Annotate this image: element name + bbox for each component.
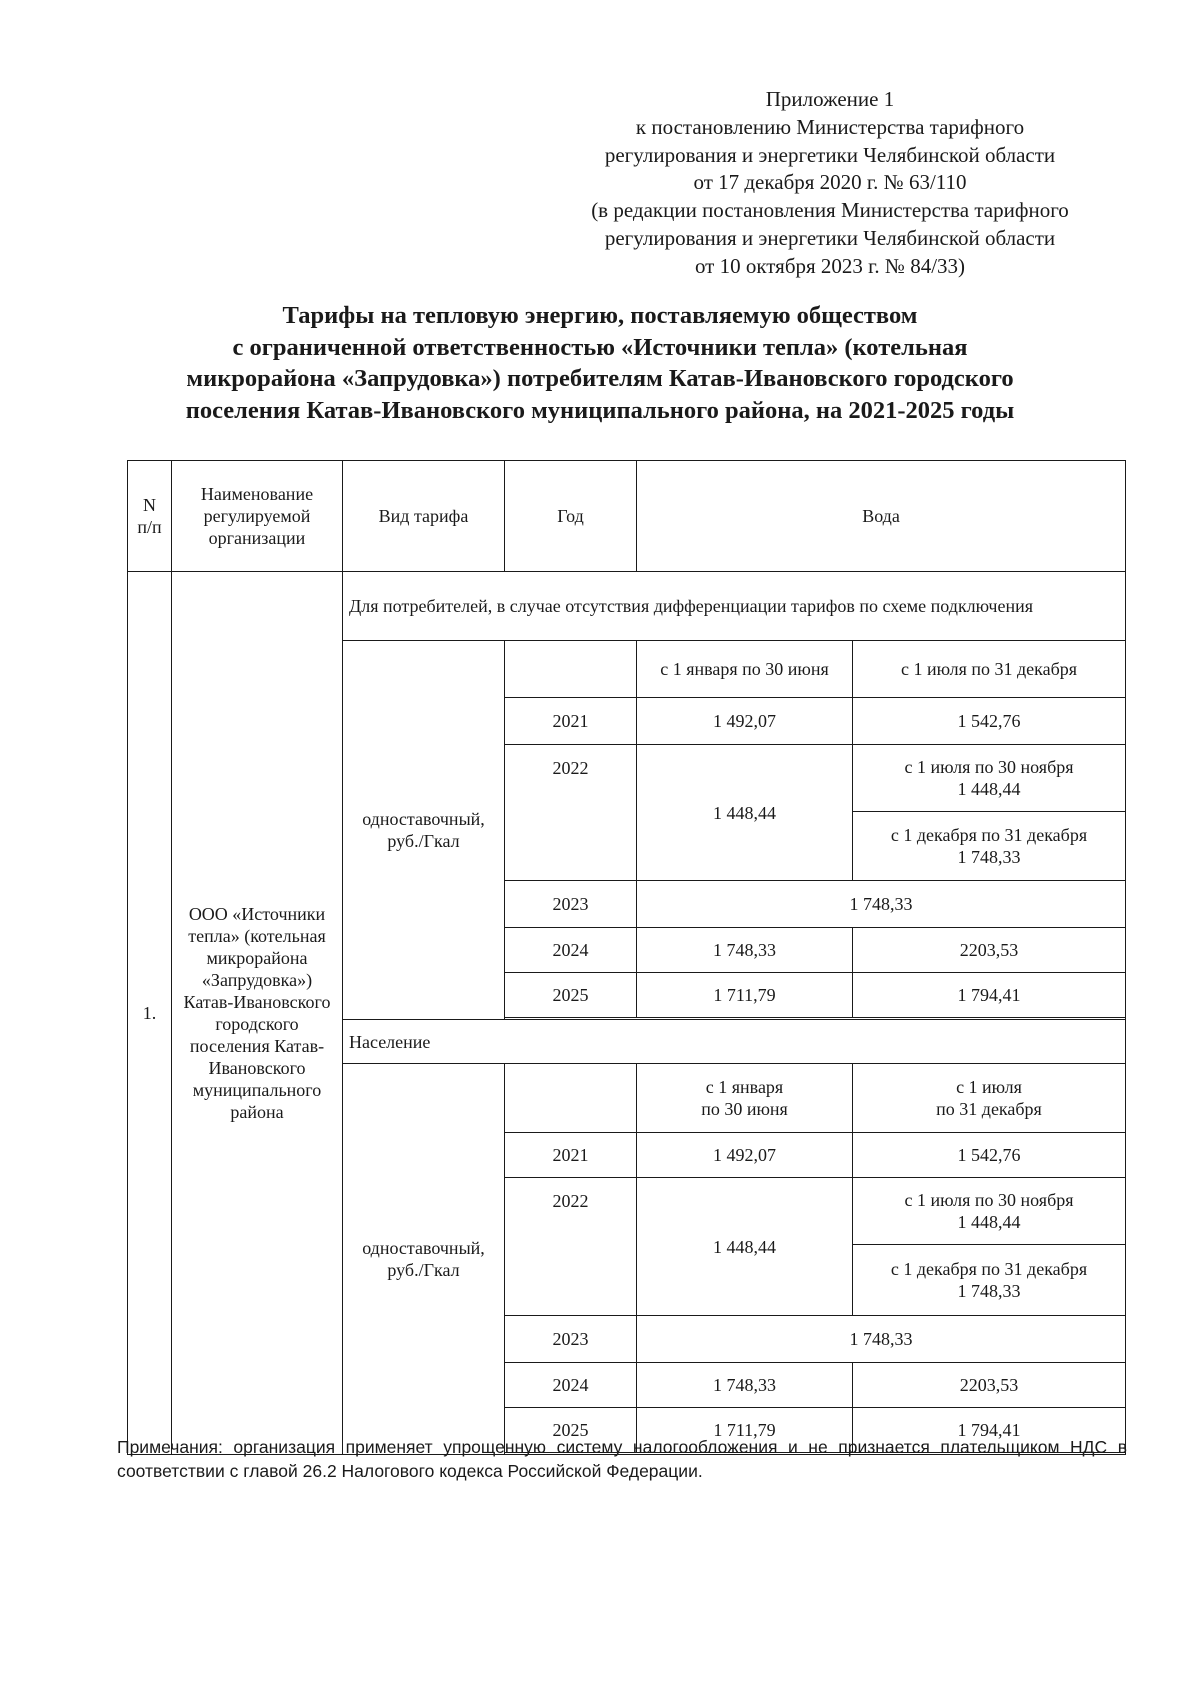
value-cell: 1 794,41	[853, 973, 1126, 1018]
period-h2: с 1 июля по 31 декабря	[853, 641, 1126, 698]
header-num: N п/п	[128, 461, 172, 572]
table-row	[128, 572, 1126, 641]
appendix-line: регулирования и энергетики Челябинской области	[604, 142, 1056, 167]
tariff-table	[127, 460, 1126, 1455]
subperiod-cell	[853, 812, 1126, 881]
row-number: 1.	[128, 572, 172, 1455]
period-line: с 1 января	[705, 1077, 784, 1097]
table-header-row	[128, 461, 1126, 572]
period-h1: с 1 января по 30 июня	[637, 641, 853, 698]
value-cell: 1 711,79	[637, 973, 853, 1018]
year-cell: 2025	[505, 973, 637, 1018]
value-cell: 1 448,44	[637, 1178, 853, 1316]
period-h1	[637, 1064, 853, 1133]
year-cell: 2024	[505, 1363, 637, 1408]
value-cell: 1 448,44	[637, 745, 853, 881]
year-cell: 2022	[505, 745, 637, 881]
subperiod-value: 1 748,33	[957, 847, 1021, 867]
document-title	[100, 300, 1100, 426]
subperiod-cell	[853, 745, 1126, 812]
period-line: по 31 декабря	[936, 1099, 1042, 1119]
title-line: микрорайона «Запрудовка») потребителям Катав-Ивановского городского	[186, 365, 1014, 392]
group-title: Для потребителей, в случае отсутствия дифференциации тарифов по схеме подключения	[343, 572, 1126, 641]
value-cell: 1 748,33	[637, 881, 1126, 928]
empty-cell	[505, 1064, 637, 1133]
value-cell: 1 748,33	[637, 1316, 1126, 1363]
header-type: Вид тарифа	[343, 461, 505, 572]
subperiod-value: 1 748,33	[957, 1281, 1021, 1301]
year-cell: 2021	[505, 1133, 637, 1178]
subperiod-label: с 1 июля по 30 ноября	[904, 1190, 1074, 1210]
appendix-line: Приложение 1	[765, 87, 895, 111]
tariff-type: одноставочный, руб./Гкал	[343, 641, 505, 1020]
value-cell: 1 794,41	[853, 1408, 1126, 1453]
footnote: Примечания: организация применяет упрощенную систему налогообложения и не признается плательщиком НДС в соответствии с главой 26.2 Налогового кодекса Российской Федерации.	[117, 1437, 1127, 1481]
year-cell: 2023	[505, 1316, 637, 1363]
period-line: по 30 июня	[701, 1099, 788, 1119]
year-cell: 2022	[505, 1178, 637, 1316]
tariff-type: одноставочный, руб./Гкал	[343, 1064, 505, 1455]
value-cell: 2203,53	[853, 1363, 1126, 1408]
organization-name: ООО «Источники тепла» (котельная микрорайона «Запрудовка») Катав-Ивановского городского поселения Катав-Ивановского муниципального района	[172, 572, 343, 1455]
appendix-line: от 17 декабря 2020 г. № 63/110	[693, 170, 967, 195]
value-cell: 1 711,79	[637, 1408, 853, 1453]
year-cell: 2023	[505, 881, 637, 928]
appendix-line: от 10 октября 2023 г. № 84/33)	[694, 253, 966, 278]
subperiod-label: с 1 июля по 30 ноября	[904, 757, 1074, 777]
year-cell: 2024	[505, 928, 637, 973]
value-cell: 1 542,76	[853, 1133, 1126, 1178]
period-h2	[853, 1064, 1126, 1133]
group-title: Население	[343, 1020, 1126, 1064]
header-year: Год	[505, 461, 637, 572]
value-cell: 1 492,07	[637, 1133, 853, 1178]
value-cell: 1 748,33	[637, 928, 853, 973]
title-line: Тарифы на тепловую энергию, поставляемую обществом	[282, 302, 918, 329]
subperiod-cell	[853, 1245, 1126, 1316]
empty-cell	[505, 641, 637, 698]
appendix-header	[540, 86, 1120, 281]
subperiod-cell	[853, 1178, 1126, 1245]
header-water: Вода	[637, 461, 1126, 572]
appendix-line: (в редакции постановления Министерства тарифного	[591, 198, 1069, 223]
value-cell: 1 542,76	[853, 698, 1126, 745]
header-org: Наименование регулируемой организации	[172, 461, 343, 572]
period-line: с 1 июля	[956, 1077, 1022, 1097]
subperiod-label: с 1 декабря по 31 декабря	[890, 1259, 1088, 1279]
title-line: с ограниченной ответственностью «Источники тепла» (котельная	[232, 333, 968, 361]
subperiod-value: 1 448,44	[957, 1212, 1021, 1232]
subperiod-label: с 1 декабря по 31 декабря	[890, 825, 1088, 845]
value-cell: 1 748,33	[637, 1363, 853, 1408]
title-line: поселения Катав-Ивановского муниципального района, на 2021-2025 годы	[185, 396, 1015, 424]
value-cell: 1 492,07	[637, 698, 853, 745]
year-cell: 2025	[505, 1408, 637, 1453]
appendix-line: регулирования и энергетики Челябинской области	[604, 225, 1056, 250]
year-cell: 2021	[505, 698, 637, 745]
appendix-line: к постановлению Министерства тарифного	[635, 114, 1025, 139]
value-cell: 2203,53	[853, 928, 1126, 973]
subperiod-value: 1 448,44	[957, 779, 1021, 799]
